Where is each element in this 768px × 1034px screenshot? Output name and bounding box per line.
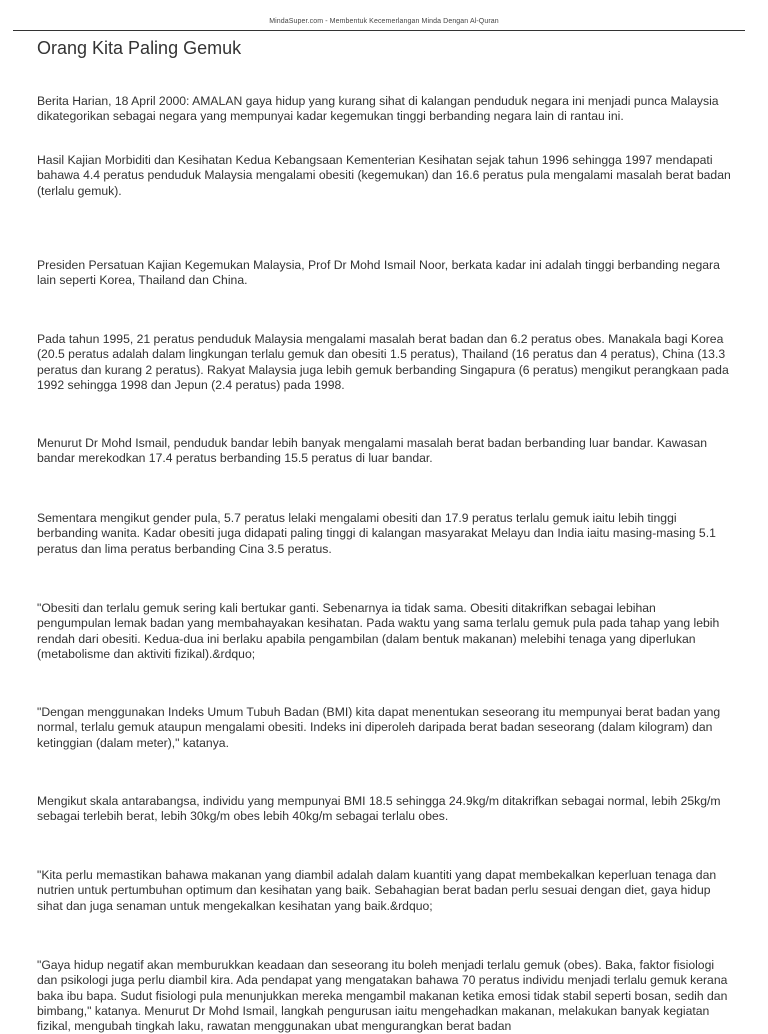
article-paragraph: Hasil Kajian Morbiditi dan Kesihatan Kedua Kebangsaan Kementerian Kesihatan sejak tahun 1996 sehingga 1997 mendapati bahawa 4.4 peratus penduduk Malaysia mengalami obesiti (kegemukan) dan 16.6 peratus pula mengalami masalah berat badan (terlalu gemuk). xyxy=(37,153,731,198)
article-paragraph: "Kita perlu memastikan bahawa makanan yang diambil adalah dalam kuantiti yang dapat membekalkan keperluan tenaga dan nutrien untuk pertumbuhan optimum dan kesihatan yang baik. Sebahagian berat badan perlu sesuai dengan diet, gaya hidup sihat dan juga senaman untuk mengekalkan kesihatan yang baik.&rdquo; xyxy=(37,868,717,913)
article-paragraph: Pada tahun 1995, 21 peratus penduduk Malaysia mengalami masalah berat badan dan 6.2 peratus obes. Manakala bagi Korea (20.5 peratus adalah dalam lingkungan terlalu gemuk dan obesiti 1.5 peratus), Thailand (16 peratus dan 4 peratus), China (13.3 peratus dan kurang 2 peratus). Rakyat Malaysia juga lebih gemuk berbanding Singapura (6 peratus) mengikut perangkaan pada 1992 sehingga 1998 dan Jepun (2.4 peratus) pada 1998. xyxy=(37,332,729,392)
article-paragraph: "Dengan menggunakan Indeks Umum Tubuh Badan (BMI) kita dapat menentukan seseorang itu mempunyai berat badan yang normal, terlalu gemuk ataupun mengalami obesiti. Indeks ini diperoleh daripada berat badan seseorang (dalam kilogram) dan ketinggian (dalam meter)," katanya. xyxy=(37,705,721,750)
page-header: MindaSuper.com - Membentuk Kecemerlangan Minda Dengan Al-Quran xyxy=(269,18,499,25)
article-paragraph: Berita Harian, 18 April 2000: AMALAN gaya hidup yang kurang sihat di kalangan penduduk negara ini menjadi punca Malaysia dikategorikan sebagai negara yang mempunyai kadar kegemukan tinggi berbanding negara lain di rantau ini. xyxy=(37,94,719,124)
article-title: Orang Kita Paling Gemuk xyxy=(37,38,242,58)
article-paragraph: "Gaya hidup negatif akan memburukkan keadaan dan seseorang itu boleh menjadi terlalu gemuk (obes). Baka, faktor fisiologi dan psikologi juga perlu diambil kira. Ada pendapat yang mengatakan bahawa 70 peratus individu menjadi terlalu gemuk kerana baka ibu bapa. Sudut fisiologi pula menunjukkan mereka mengambil makanan ketika emosi tidak stabil seperti bosan, sedih dan bimbang," katanya. Menurut Dr Mohd Ismail, langkah pengurusan iaitu mengehadkan makanan, melakukan banyak kegiatan fizikal, mengubah tingkah laku, rawatan menggunakan ubat mengurangkan berat badan xyxy=(37,958,728,1034)
article-paragraph: Menurut Dr Mohd Ismail, penduduk bandar lebih banyak mengalami masalah berat badan berbanding luar bandar. Kawasan bandar merekodkan 17.4 peratus berbanding 15.5 peratus di luar bandar. xyxy=(37,436,708,466)
header-divider xyxy=(13,30,745,31)
article-paragraph: Mengikut skala antarabangsa, individu yang mempunyai BMI 18.5 sehingga 24.9kg/m ditakrifkan sebagai normal, lebih 25kg/m sebagai terlebih berat, lebih 30kg/m obes lebih 40kg/m sebagai terlalu obes. xyxy=(37,794,721,824)
article-paragraph: Presiden Persatuan Kajian Kegemukan Malaysia, Prof Dr Mohd Ismail Noor, berkata kadar ini adalah tinggi berbanding negara lain seperti Korea, Thailand dan China. xyxy=(37,258,720,288)
article-paragraph: Sementara mengikut gender pula, 5.7 peratus lelaki mengalami obesiti dan 17.9 peratus terlalu gemuk iaitu lebih tinggi berbanding wanita. Kadar obesiti juga didapati paling tinggi di kalangan masyarakat Melayu dan India iaitu masing-masing 5.1 peratus dan lima peratus berbanding Cina 3.5 peratus. xyxy=(37,511,716,556)
article-paragraph: "Obesiti dan terlalu gemuk sering kali bertukar ganti. Sebenarnya ia tidak sama. Obesiti ditakrifkan sebagai lebihan pengumpulan lemak badan yang membahayakan kesihatan. Pada waktu yang sama terlalu gemuk pula pada tahap yang lebih rendah dari obesiti. Kedua-dua ini berlaku apabila pengambilan (dalam bentuk makanan) melebihi tenaga yang diperlukan (metabolisme dan aktiviti fizikal).&rdquo; xyxy=(37,601,720,661)
